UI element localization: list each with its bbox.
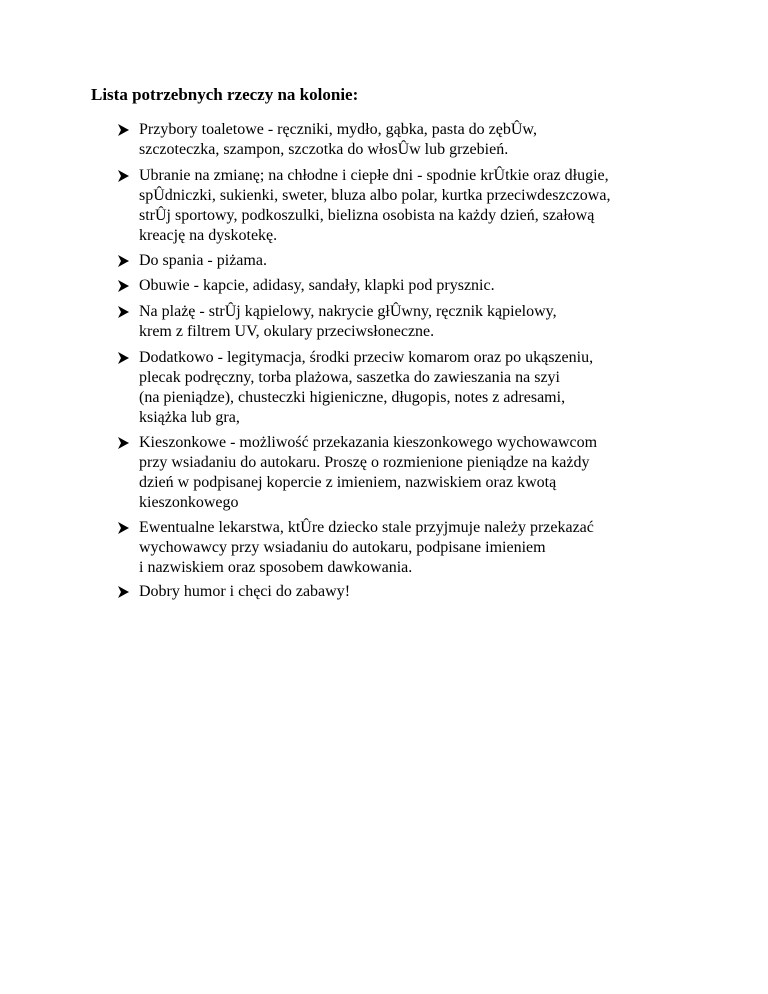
arrow-bullet-icon [117, 303, 131, 321]
list-item-line: Dodatkowo - legitymacja, środki przeciw komarom oraz po ukąszeniu, [139, 349, 594, 366]
arrow-bullet-icon [117, 167, 131, 185]
arrow-bullet-icon [117, 277, 131, 295]
list-item-line: książka lub gra, [139, 409, 240, 426]
list-item-line: Ubranie na zmianę; na chłodne i ciepłe dni - spodnie krÛtkie oraz długie, [139, 167, 609, 184]
arrow-bullet-icon [117, 519, 131, 537]
list-item [117, 518, 757, 578]
list-item-line: Dobry humor i chęci do zabawy! [139, 583, 351, 600]
list-item-line: plecak podręczny, torba plażowa, saszetka do zawieszania na szyi [139, 369, 560, 386]
arrow-bullet-icon [117, 583, 131, 601]
arrow-bullet-icon [117, 349, 131, 367]
list-item [117, 251, 757, 271]
list-item [117, 120, 757, 160]
list-item-line: strÛj sportowy, podkoszulki, bielizna osobista na każdy dzień, szałową [139, 207, 595, 224]
list-item [117, 433, 757, 513]
list-item-line: (na pieniądze), chusteczki higieniczne, długopis, notes z adresami, [139, 389, 566, 406]
list-item-line: Przybory toaletowe - ręczniki, mydło, gąbka, pasta do zębÛw, [139, 121, 537, 138]
list-item [117, 276, 757, 296]
list-item [117, 166, 757, 246]
list-item-line: Ewentualne lekarstwa, ktÛre dziecko stale przyjmuje należy przekazać [139, 519, 594, 536]
arrow-bullet-icon [117, 434, 131, 452]
list-item-line: szczoteczka, szampon, szczotka do włosÛw lub grzebień. [139, 141, 509, 158]
list-item-line: kieszonkowego [139, 494, 239, 511]
list-item [117, 348, 757, 428]
list-item-line: Kieszonkowe - możliwość przekazania kieszonkowego wychowawcom [139, 434, 598, 451]
list-item-line: kreację na dyskotekę. [139, 227, 278, 244]
list-item [117, 302, 757, 342]
document-title: Lista potrzebnych rzeczy na kolonie: [91, 85, 359, 104]
list-item-line: Na plażę - strÛj kąpielowy, nakrycie głÛwny, ręcznik kąpielowy, [139, 303, 557, 320]
list-item-line: dzień w podpisanej kopercie z imieniem, nazwiskiem oraz kwotą [139, 474, 557, 491]
list-item-line: i nazwiskiem oraz sposobem dawkowania. [139, 559, 413, 576]
list-item [117, 582, 757, 602]
list-item-line: krem z filtrem UV, okulary przeciwsłoneczne. [139, 323, 435, 340]
arrow-bullet-icon [117, 121, 131, 139]
list-item-line: spÛdniczki, sukienki, sweter, bluza albo polar, kurtka przeciwdeszczowa, [139, 187, 611, 204]
arrow-bullet-icon [117, 252, 131, 270]
list-item-line: Do spania - piżama. [139, 252, 267, 269]
list-item-line: wychowawcy przy wsiadaniu do autokaru, podpisane imieniem [139, 539, 546, 556]
list-item-line: przy wsiadaniu do autokaru. Proszę o rozmienione pieniądze na każdy [139, 454, 590, 471]
list-item-line: Obuwie - kapcie, adidasy, sandały, klapki pod prysznic. [139, 277, 495, 294]
